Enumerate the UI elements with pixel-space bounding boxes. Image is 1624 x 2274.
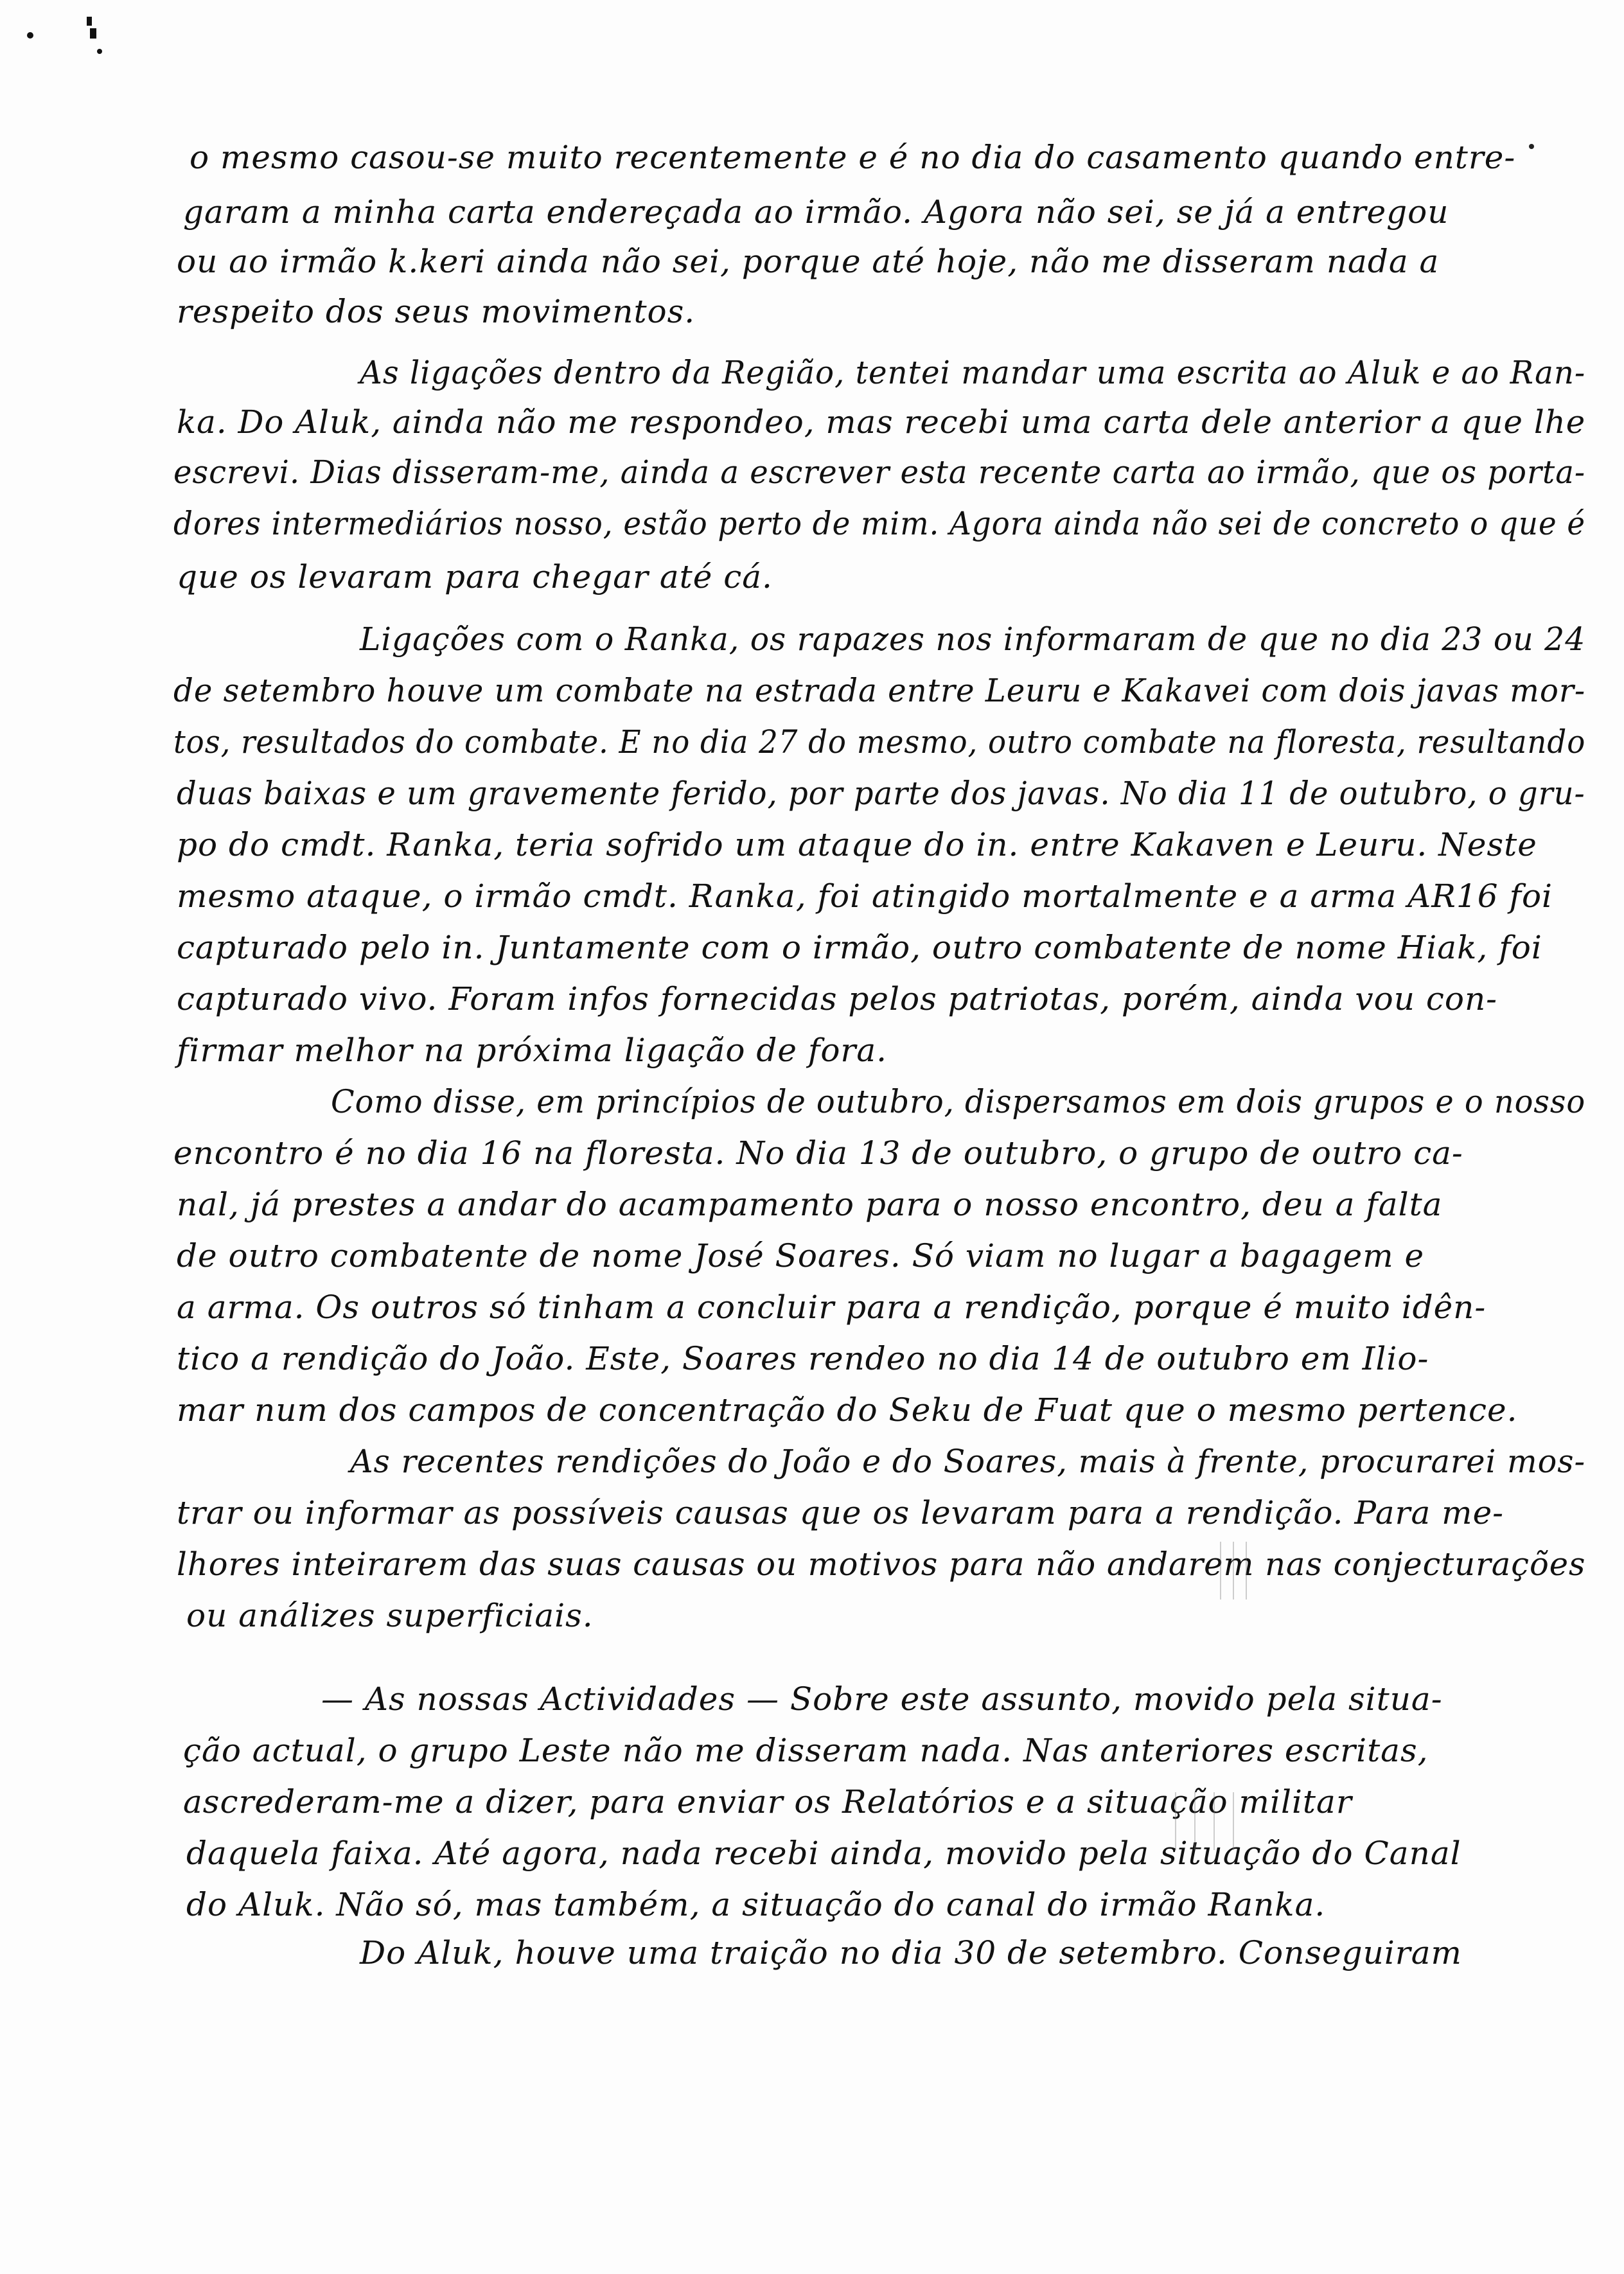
letter-line: capturado vivo. Foram infos fornecidas pelos patriotas, porém, ainda vou con- bbox=[177, 980, 1498, 1018]
letter-line: respeito dos seus movimentos. bbox=[177, 293, 696, 330]
letter-line: capturado pelo in. Juntamente com o irmão, outro combatente de nome Hiak, foi bbox=[177, 929, 1542, 966]
letter-line: daquela faixa. Até agora, nada recebi ainda, movido pela situação do Canal bbox=[186, 1835, 1461, 1872]
letter-line: que os levaram para chegar até cá. bbox=[177, 558, 773, 595]
letter-line: escrevi. Dias disseram-me, ainda a escrever esta recente carta ao irmão, que os porta- bbox=[173, 454, 1586, 491]
letter-line: a arma. Os outros só tinham a concluir para a rendição, porque é muito idên- bbox=[177, 1289, 1487, 1326]
scan-smudge bbox=[1208, 1535, 1266, 1606]
letter-line: nal, já prestes a andar do acampamento para o nosso encontro, deu a falta bbox=[177, 1186, 1443, 1223]
letter-line: dores intermediários nosso, estão perto de mim. Agora ainda não sei de concreto o que é bbox=[173, 505, 1585, 542]
letter-line: mesmo ataque, o irmão cmdt. Ranka, foi atingido mortalmente e a arma AR16 foi bbox=[177, 877, 1553, 915]
letter-line: — As nossas Actividades — Sobre este assunto, movido pela situa- bbox=[321, 1680, 1443, 1718]
letter-line: ção actual, o grupo Leste não me disseram nada. Nas anteriores escritas, bbox=[183, 1732, 1429, 1769]
letter-line: encontro é no dia 16 na floresta. No dia 13 de outubro, o grupo de outro ca- bbox=[173, 1134, 1463, 1172]
letter-line: garam a minha carta endereçada ao irmão. Agora não sei, se já a entregou bbox=[183, 193, 1449, 231]
letter-line: As recentes rendições do João e do Soares, mais à frente, procurarei mos- bbox=[350, 1443, 1586, 1480]
letter-line: do Aluk. Não só, mas também, a situação do canal do irmão Ranka. bbox=[186, 1886, 1326, 1923]
letter-line: As ligações dentro da Região, tentei mandar uma escrita ao Aluk e ao Ran- bbox=[360, 354, 1586, 391]
letter-line: Ligações com o Ranka, os rapazes nos informaram de que no dia 23 ou 24 bbox=[360, 621, 1586, 658]
letter-line: tico a rendição do João. Este, Soares rendeo no dia 14 de outubro em Ilio- bbox=[177, 1340, 1429, 1377]
letter-line: duas baixas e um gravemente ferido, por parte dos javas. No dia 11 de outubro, o gru- bbox=[177, 775, 1585, 812]
letter-line: ascrederam-me a dizer, para enviar os Relatórios e a situação militar bbox=[183, 1783, 1352, 1820]
letter-line: ou ao irmão k.keri ainda não sei, porque até hoje, não me disseram nada a bbox=[177, 243, 1440, 280]
letter-line: de outro combatente de nome José Soares. Só viam no lugar a bagagem e bbox=[177, 1237, 1425, 1274]
letter-line: ou análizes superficiais. bbox=[186, 1597, 594, 1634]
letter-line: po do cmdt. Ranka, teria sofrido um ataque do in. entre Kakaven e Leuru. Neste bbox=[177, 826, 1537, 863]
letter-line: tos, resultados do combate. E no dia 27 do mesmo, outro combate na floresta, resultando bbox=[173, 723, 1586, 761]
letter-line: o mesmo casou-se muito recentemente e é no dia do casamento quando entre- bbox=[190, 139, 1516, 176]
letter-line: de setembro houve um combate na estrada entre Leuru e Kakavei com dois javas mor- bbox=[173, 672, 1586, 709]
letter-line: lhores inteirarem das suas causas ou motivos para não andarem nas conjecturações bbox=[177, 1546, 1586, 1583]
scan-smudge bbox=[1163, 1786, 1272, 1856]
letter-line: mar num dos campos de concentração do Seku de Fuat que o mesmo pertence. bbox=[177, 1391, 1518, 1429]
letter-line: ka. Do Aluk, ainda não me respondeo, mas recebi uma carta dele anterior a que lhe bbox=[177, 403, 1586, 441]
letter-line: Do Aluk, houve uma traição no dia 30 de setembro. Conseguiram bbox=[360, 1934, 1462, 1971]
letter-line: trar ou informar as possíveis causas que os levaram para a rendição. Para me- bbox=[177, 1494, 1505, 1531]
letter-line: firmar melhor na próxima ligação de fora. bbox=[177, 1032, 888, 1069]
ink-dot bbox=[1529, 144, 1534, 149]
scan-corner-marks bbox=[0, 0, 141, 77]
letter-line: Como disse, em princípios de outubro, dispersamos em dois grupos e o nosso bbox=[331, 1083, 1586, 1120]
